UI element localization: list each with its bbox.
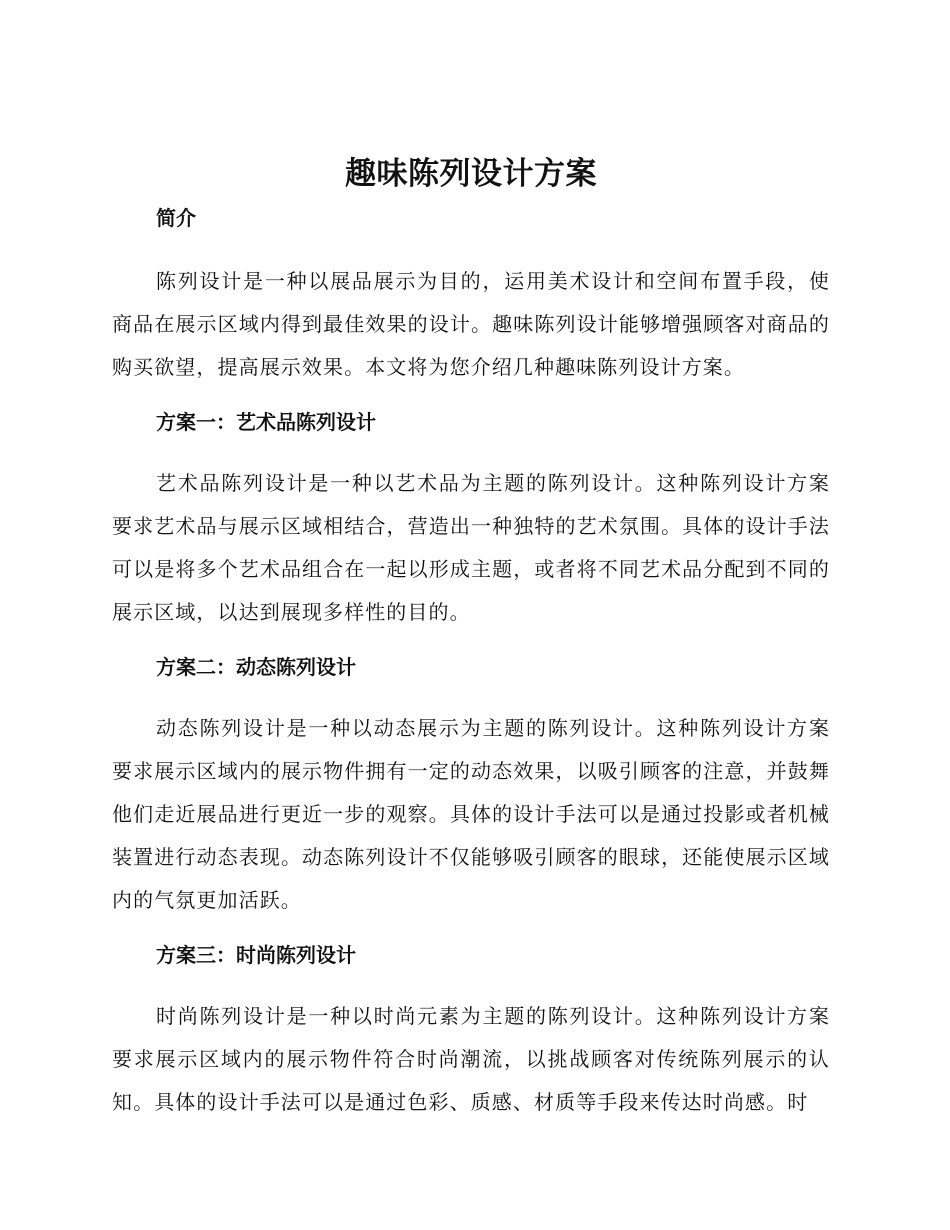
section-heading-plan-1: 方案一：艺术品陈列设计 xyxy=(156,410,376,434)
section-heading-intro: 简介 xyxy=(156,206,196,230)
section-heading-plan-3: 方案三：时尚陈列设计 xyxy=(156,943,356,967)
section-paragraph-intro: 陈列设计是一种以展品展示为目的，运用美术设计和空间布置手段，使商品在展示区域内得到最佳效果的设计。趣味陈列设计能够增强顾客对商品的购买欲望，提高展示效果。本文将为您介绍几种趣味陈列设计方案。 xyxy=(112,269,830,379)
section-heading-plan-2: 方案二：动态陈列设计 xyxy=(156,655,356,679)
section-paragraph-plan-3: 时尚陈列设计是一种以时尚元素为主题的陈列设计。这种陈列设计方案要求展示区域内的展示物件符合时尚潮流，以挑战顾客对传统陈列展示的认知。具体的设计手法可以是通过色彩、质感、材质等手段来传达时尚感。时 xyxy=(112,1004,830,1114)
section-paragraph-plan-2: 动态陈列设计是一种以动态展示为主题的陈列设计。这种陈列设计方案要求展示区域内的展示物件拥有一定的动态效果，以吸引顾客的注意，并鼓舞他们走近展品进行更近一步的观察。具体的设计手法可以是通过投影或者机械装置进行动态表现。动态陈列设计不仅能够吸引顾客的眼球，还能使展示区域内的气氛更加活跃。 xyxy=(112,716,830,912)
document-title: 趣味陈列设计方案 xyxy=(345,156,597,192)
section-paragraph-plan-1: 艺术品陈列设计是一种以艺术品为主题的陈列设计。这种陈列设计方案要求艺术品与展示区域相结合，营造出一种独特的艺术氛围。具体的设计手法可以是将多个艺术品组合在一起以形成主题，或者将不同艺术品分配到不同的展示区域，以达到展现多样性的目的。 xyxy=(112,471,830,624)
document-page xyxy=(112,148,830,1124)
